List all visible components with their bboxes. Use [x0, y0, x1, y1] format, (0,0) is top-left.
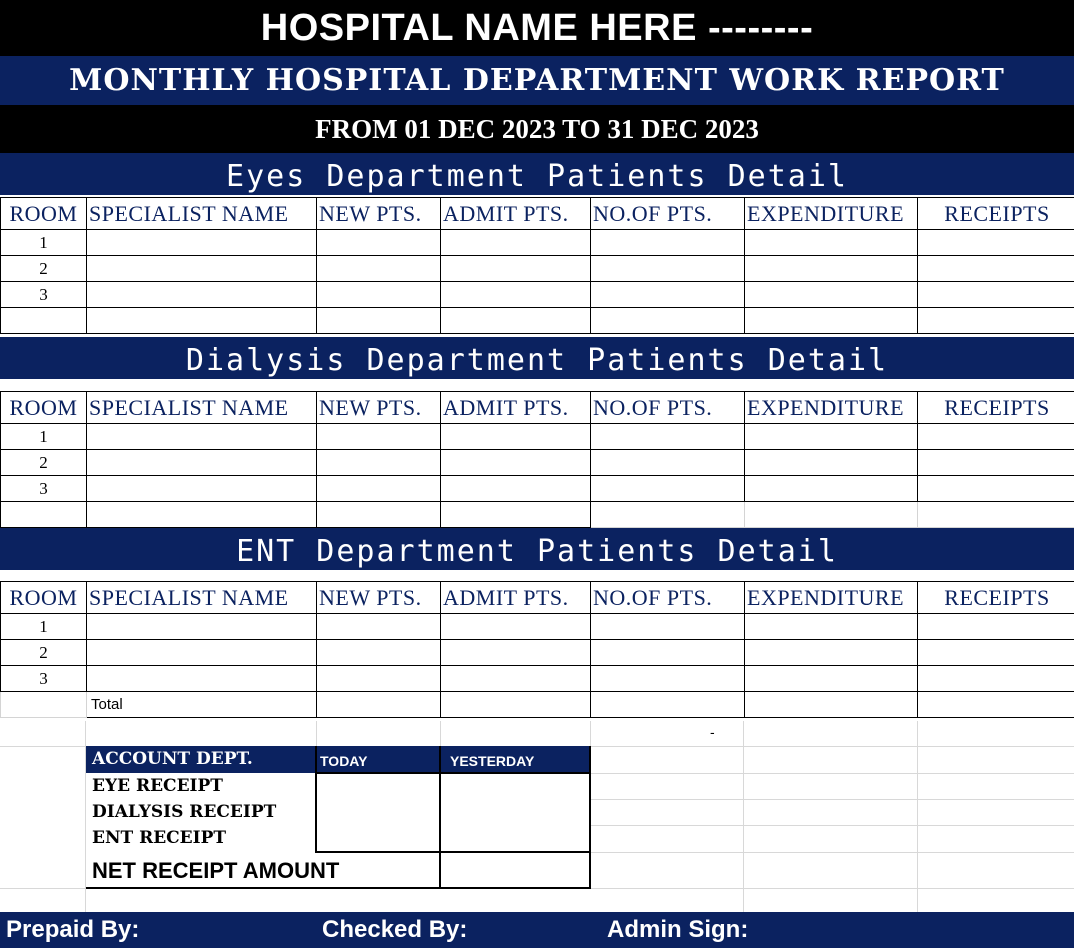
cell[interactable] [591, 476, 745, 502]
cell[interactable] [591, 282, 745, 308]
cell[interactable] [441, 424, 591, 450]
cell[interactable] [317, 614, 441, 640]
cell[interactable] [87, 282, 317, 308]
grid-line [917, 721, 918, 912]
table-header-row [1, 582, 1074, 614]
total-new-pts[interactable] [317, 692, 441, 718]
table-row [1, 450, 1074, 476]
col-new-pts: NEW PTS. [317, 198, 441, 230]
cell[interactable] [745, 666, 918, 692]
cell[interactable] [918, 308, 1074, 334]
table-header-row [1, 392, 1074, 424]
col-room: ROOM [1, 392, 87, 424]
cell[interactable] [745, 450, 918, 476]
cell[interactable] [918, 476, 1074, 502]
ent-dept-table [0, 581, 1074, 718]
table-row [1, 308, 1074, 334]
cell[interactable] [317, 666, 441, 692]
cell[interactable] [87, 614, 317, 640]
cell[interactable] [87, 640, 317, 666]
grid-line [743, 721, 744, 912]
border-line [439, 746, 441, 889]
col-room: ROOM [1, 198, 87, 230]
eye-receipt-label: EYE RECEIPT [92, 776, 223, 796]
grid-line [316, 721, 317, 746]
cell[interactable] [591, 450, 745, 476]
cell[interactable] [591, 424, 745, 450]
cell[interactable] [1, 692, 87, 718]
cell[interactable] [918, 502, 1074, 528]
cell[interactable] [317, 256, 441, 282]
col-admit-pts: ADMIT PTS. [441, 582, 591, 614]
cell[interactable] [87, 502, 317, 528]
cell[interactable] [441, 256, 591, 282]
table-row [1, 424, 1074, 450]
border-line [589, 746, 591, 889]
cell[interactable] [87, 230, 317, 256]
cell[interactable] [87, 308, 317, 334]
cell[interactable] [918, 666, 1074, 692]
border-line [86, 887, 591, 889]
border-line [316, 772, 591, 774]
cell[interactable] [441, 666, 591, 692]
room-number: 2 [1, 640, 87, 666]
room-number: 1 [1, 614, 87, 640]
room-number: 3 [1, 666, 87, 692]
cell[interactable] [317, 282, 441, 308]
net-receipt-label: NET RECEIPT AMOUNT [92, 858, 340, 883]
prepaid-by-label: Prepaid By: [6, 916, 140, 943]
col-no-of-pts: NO.OF PTS. [591, 582, 745, 614]
cell[interactable] [317, 476, 441, 502]
table-row [1, 256, 1074, 282]
cell[interactable] [317, 424, 441, 450]
cell[interactable] [591, 614, 745, 640]
report-period: FROM 01 DEC 2023 TO 31 DEC 2023 [0, 105, 1074, 153]
cell[interactable] [918, 614, 1074, 640]
cell[interactable] [918, 640, 1074, 666]
cell[interactable] [745, 308, 918, 334]
cell[interactable] [918, 282, 1074, 308]
border-line [315, 746, 317, 853]
col-admit-pts: ADMIT PTS. [441, 392, 591, 424]
cell[interactable] [591, 308, 745, 334]
col-receipts: RECEIPTS [918, 392, 1074, 424]
cell[interactable] [87, 450, 317, 476]
cell[interactable] [441, 282, 591, 308]
col-specialist-name: SPECIALIST NAME [87, 582, 317, 614]
dialysis-dept-table [0, 391, 1074, 528]
cell[interactable] [918, 230, 1074, 256]
today-header: TODAY [320, 753, 368, 769]
report-title: MONTHLY HOSPITAL DEPARTMENT WORK REPORT [0, 56, 1074, 105]
table-header-row [1, 198, 1074, 230]
cell[interactable] [317, 230, 441, 256]
cell[interactable] [1, 308, 87, 334]
room-number: 1 [1, 424, 87, 450]
grid-line [590, 852, 1074, 853]
col-expenditure: EXPENDITURE [745, 582, 918, 614]
cell[interactable] [591, 502, 745, 528]
net-receipt-input[interactable] [441, 853, 589, 887]
ent-receipt-label: ENT RECEIPT [92, 828, 227, 848]
col-specialist-name: SPECIALIST NAME [87, 198, 317, 230]
cell[interactable] [87, 476, 317, 502]
cell[interactable] [591, 640, 745, 666]
cell[interactable] [87, 424, 317, 450]
table-row [1, 230, 1074, 256]
table-row [1, 502, 1074, 528]
cell[interactable] [745, 640, 918, 666]
cell[interactable] [745, 256, 918, 282]
table-row [1, 282, 1074, 308]
total-expenditure[interactable] [745, 692, 918, 718]
dash-mark: - [710, 724, 715, 740]
ent-dept-title: ENT Department Patients Detail [0, 528, 1074, 570]
cell[interactable] [745, 502, 918, 528]
total-admit-pts[interactable] [441, 692, 591, 718]
total-no-of-pts[interactable] [591, 692, 745, 718]
table-row [1, 476, 1074, 502]
eyes-dept-title: Eyes Department Patients Detail [0, 153, 1074, 195]
grid-line [590, 799, 1074, 800]
cell[interactable] [87, 256, 317, 282]
cell[interactable] [745, 424, 918, 450]
signature-footer [0, 912, 1074, 948]
cell[interactable] [1, 502, 87, 528]
dialysis-dept-title: Dialysis Department Patients Detail [0, 337, 1074, 379]
room-number: 2 [1, 450, 87, 476]
dialysis-receipt-label: DIALYSIS RECEIPT [92, 802, 277, 822]
cell[interactable] [317, 450, 441, 476]
cell[interactable] [918, 450, 1074, 476]
account-dept-title: ACCOUNT DEPT. [92, 749, 253, 769]
col-specialist-name: SPECIALIST NAME [87, 392, 317, 424]
total-receipts[interactable] [918, 692, 1074, 718]
room-number: 2 [1, 256, 87, 282]
grid-line [590, 721, 591, 746]
total-row [1, 692, 1074, 718]
table-row [1, 666, 1074, 692]
room-number: 3 [1, 282, 87, 308]
col-admit-pts: ADMIT PTS. [441, 198, 591, 230]
admin-sign-label: Admin Sign: [607, 916, 749, 943]
today-receipt-input[interactable] [317, 774, 439, 851]
cell[interactable] [591, 230, 745, 256]
cell[interactable] [441, 230, 591, 256]
cell[interactable] [441, 476, 591, 502]
col-expenditure: EXPENDITURE [745, 198, 918, 230]
cell[interactable] [87, 666, 317, 692]
cell[interactable] [591, 666, 745, 692]
grid-line [590, 825, 1074, 826]
yesterday-receipt-input[interactable] [441, 774, 589, 851]
cell[interactable] [745, 614, 918, 640]
grid-line [590, 773, 1074, 774]
cell[interactable] [745, 230, 918, 256]
eyes-dept-table [0, 197, 1074, 334]
col-new-pts: NEW PTS. [317, 582, 441, 614]
hospital-name: HOSPITAL NAME HERE -------- [0, 0, 1074, 56]
grid-line [440, 721, 441, 746]
cell[interactable] [317, 308, 441, 334]
border-line [316, 851, 591, 853]
cell[interactable] [441, 502, 591, 528]
cell[interactable] [441, 640, 591, 666]
checked-by-label: Checked By: [322, 916, 468, 943]
cell[interactable] [441, 614, 591, 640]
col-new-pts: NEW PTS. [317, 392, 441, 424]
cell[interactable] [918, 256, 1074, 282]
room-number: 3 [1, 476, 87, 502]
table-row [1, 640, 1074, 666]
total-label: Total [87, 692, 317, 718]
cell[interactable] [441, 450, 591, 476]
yesterday-header: YESTERDAY [450, 753, 535, 769]
col-receipts: RECEIPTS [918, 198, 1074, 230]
cell[interactable] [317, 640, 441, 666]
cell[interactable] [918, 424, 1074, 450]
col-no-of-pts: NO.OF PTS. [591, 198, 745, 230]
table-row [1, 614, 1074, 640]
col-no-of-pts: NO.OF PTS. [591, 392, 745, 424]
cell[interactable] [745, 282, 918, 308]
col-room: ROOM [1, 582, 87, 614]
col-expenditure: EXPENDITURE [745, 392, 918, 424]
col-receipts: RECEIPTS [918, 582, 1074, 614]
cell[interactable] [317, 502, 441, 528]
cell[interactable] [591, 256, 745, 282]
cell[interactable] [745, 476, 918, 502]
cell[interactable] [441, 308, 591, 334]
room-number: 1 [1, 230, 87, 256]
